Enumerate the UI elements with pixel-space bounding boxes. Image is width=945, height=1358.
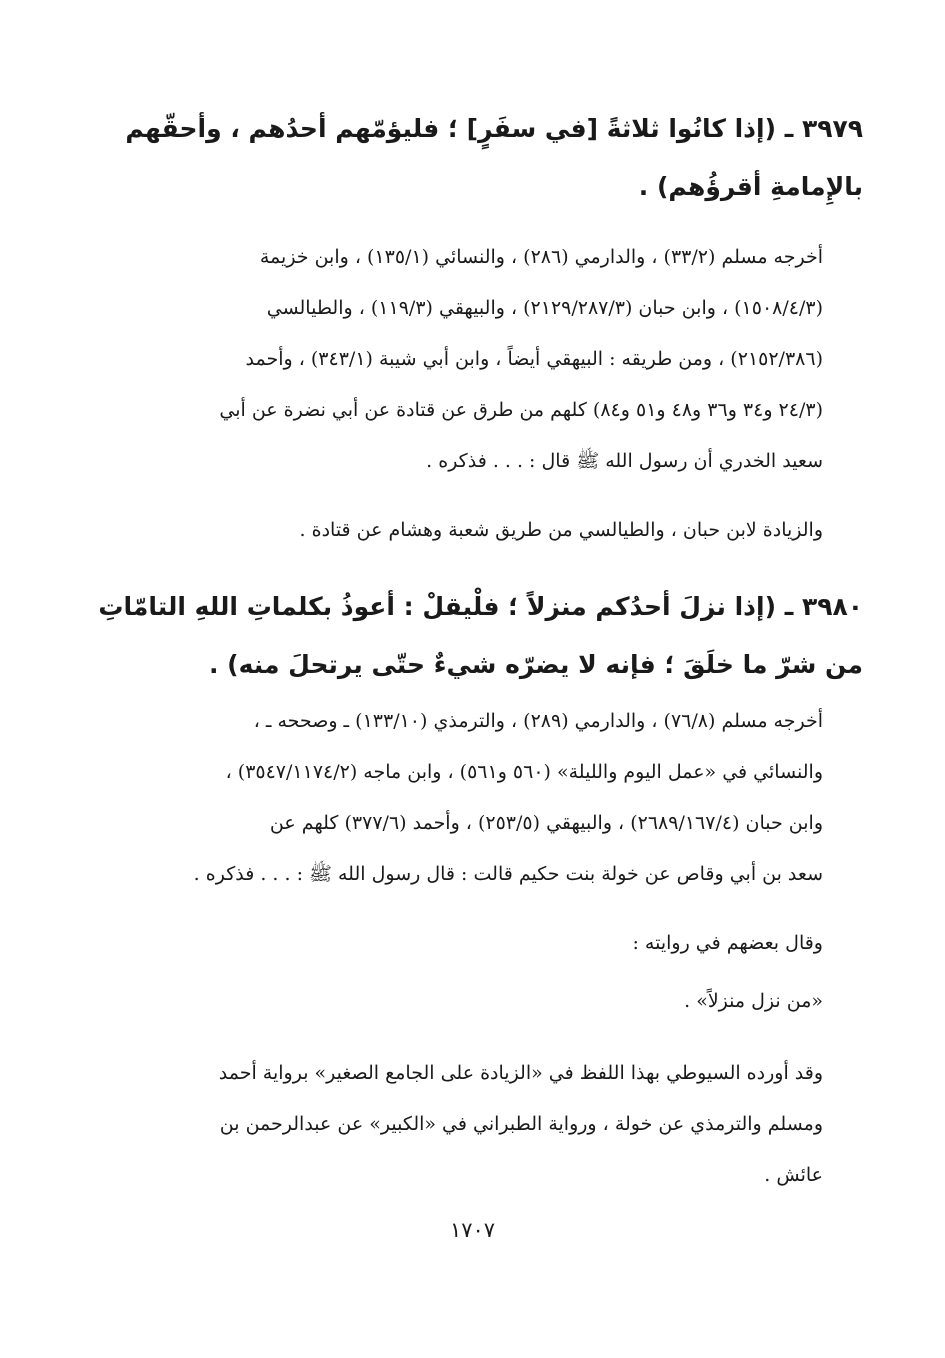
- takhrij-line-1: أخرجه مسلم (٧٦/٨) ، والدارمي (٢٨٩) ، والترمذي (١٣٣/١٠) ـ وصححه ـ ،: [253, 710, 823, 732]
- hadith-3980-text: [77, 578, 863, 694]
- takhrij-line-2: والنسائي في «عمل اليوم والليلة» (٥٦٠ و٥٦١) ، وابن ماجه (٣٥٤٧/١١٧٤/٢) ،: [225, 761, 823, 783]
- takhrij-line-5: سعيد الخدري أن رسول الله ﷺ قال : . . . فذكره .: [426, 450, 823, 472]
- hadith-3979-line-2: بالإِمامةِ أقرؤُهم) .: [638, 172, 863, 201]
- suyuti-note: [77, 1048, 863, 1201]
- takhrij-line-4: سعد بن أبي وقاص عن خولة بنت حكيم قالت : قال رسول الله ﷺ : . . . فذكره .: [193, 863, 823, 885]
- suyuti-line-3: عائش .: [764, 1164, 823, 1186]
- hadith-3980-line-1: ٣٩٨٠ ـ (إذا نزلَ أحدُكم منزلاً ؛ فلْيقلْ : أعوذُ بكلماتِ اللهِ التامّاتِ: [98, 592, 863, 621]
- hadith-3979-ziyada-note: [77, 505, 863, 556]
- suyuti-line-2: ومسلم والترمذي عن خولة ، ورواية الطبراني في «الكبير» عن عبدالرحمن بن: [219, 1113, 823, 1135]
- takhrij-line-1: أخرجه مسلم (٣٣/٢) ، والدارمي (٢٨٦) ، والنسائي (١٣٥/١) ، وابن خزيمة: [259, 246, 823, 268]
- page-number: ١٧٠٧: [449, 1218, 496, 1242]
- hadith-3979-text: [77, 100, 863, 216]
- hadith-3979-takhrij: [77, 232, 863, 487]
- hadith-3980-takhrij: [77, 696, 863, 900]
- variant-intro-line: وقال بعضهم في روايته :: [632, 932, 823, 954]
- takhrij-line-2: (١٥٠٨/٤/٣) ، وابن حبان (٢١٢٩/٢٨٧/٣) ، والبيهقي (١١٩/٣) ، والطيالسي: [266, 297, 823, 319]
- variant-text: [77, 976, 863, 1027]
- suyuti-line-1: وقد أورده السيوطي بهذا اللفظ في «الزيادة على الجامع الصغير» برواية أحمد: [218, 1062, 823, 1084]
- takhrij-line-4: (٢٤/٣ و٣٤ و٣٦ و٤٨ و٥١ و٨٤) كلهم من طرق عن قتادة عن أبي نضرة عن أبي: [219, 399, 823, 421]
- variant-text-line: «من نزل منزلاً» .: [684, 990, 823, 1012]
- hadith-3980-line-2: من شرّ ما خلَقَ ؛ فإنه لا يضرّه شيءٌ حتّى يرتحلَ منه) .: [208, 650, 863, 679]
- ziyada-line: والزيادة لابن حبان ، والطيالسي من طريق شعبة وهشام عن قتادة .: [299, 519, 823, 541]
- variant-intro: [77, 918, 863, 969]
- takhrij-line-3: (٢١٥٢/٣٨٦) ، ومن طريقه : البيهقي أيضاً ، وابن أبي شيبة (٣٤٣/١) ، وأحمد: [245, 348, 823, 370]
- hadith-3979-line-1: ٣٩٧٩ ـ (إذا كانُوا ثلاثةً [في سفَرٍ] ؛ فليؤمّهم أحدُهم ، وأحقّهم: [125, 114, 863, 143]
- takhrij-line-3: وابن حبان (٢٦٨٩/١٦٧/٤) ، والبيهقي (٢٥٣/٥) ، وأحمد (٣٧٧/٦) كلهم عن: [269, 812, 823, 834]
